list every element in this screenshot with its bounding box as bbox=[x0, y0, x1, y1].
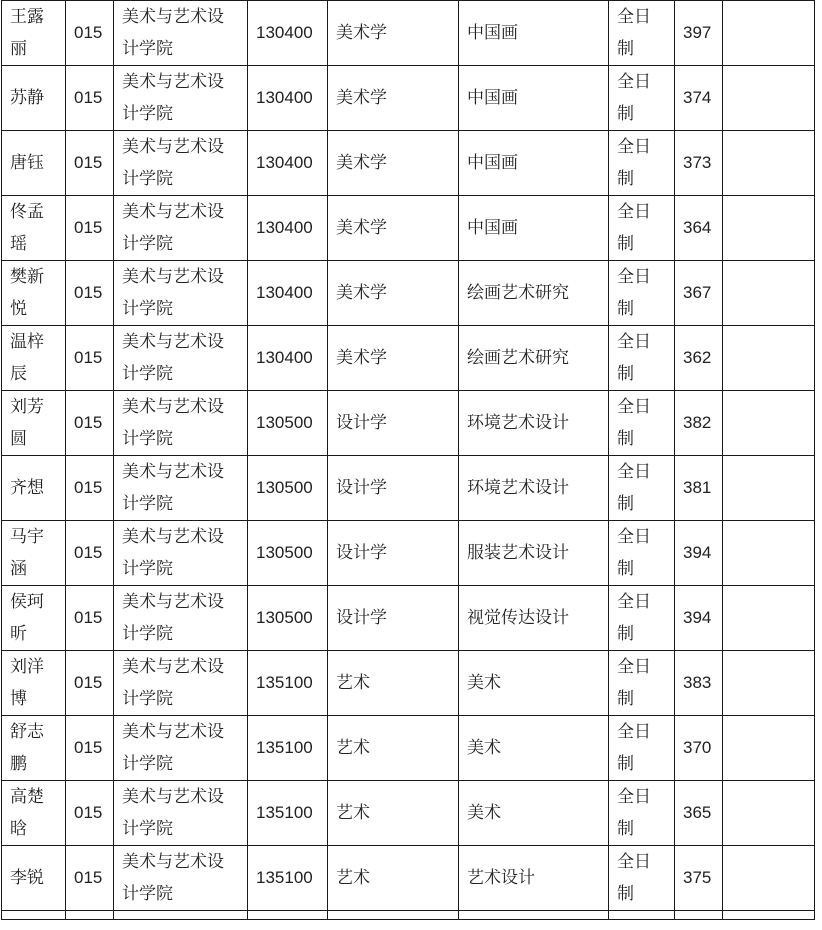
college-code-cell: 015 bbox=[66, 326, 114, 391]
score-cell: 394 bbox=[675, 521, 723, 586]
table-row bbox=[2, 66, 815, 131]
table-row bbox=[2, 716, 815, 781]
college-name-cell: 美术与艺术设计学院 bbox=[114, 196, 248, 261]
student-name-cell: 王露丽 bbox=[2, 1, 66, 66]
research-direction-cell: 美术 bbox=[459, 716, 609, 781]
student-name-cell: 刘芳圆 bbox=[2, 391, 66, 456]
table-row bbox=[2, 391, 815, 456]
research-direction-cell: 中国画 bbox=[459, 1, 609, 66]
research-direction-cell: 绘画艺术研究 bbox=[459, 326, 609, 391]
study-mode-cell: 全日制 bbox=[609, 66, 675, 131]
college-code-cell: 015 bbox=[66, 196, 114, 261]
major-name-cell: 美术学 bbox=[328, 66, 459, 131]
research-direction-cell: 中国画 bbox=[459, 131, 609, 196]
student-name-cell: 温梓辰 bbox=[2, 326, 66, 391]
table-row bbox=[2, 261, 815, 326]
college-code-cell: 015 bbox=[66, 1, 114, 66]
table-row bbox=[2, 651, 815, 716]
table-row bbox=[2, 196, 815, 261]
research-direction-cell: 环境艺术设计 bbox=[459, 391, 609, 456]
note-cell bbox=[723, 66, 815, 131]
major-name-cell: 设计学 bbox=[328, 521, 459, 586]
college-name-cell: 美术与艺术设计学院 bbox=[114, 131, 248, 196]
score-cell: 397 bbox=[675, 1, 723, 66]
major-name-cell: 美术学 bbox=[328, 1, 459, 66]
study-mode-cell: 全日制 bbox=[609, 456, 675, 521]
table-row bbox=[2, 521, 815, 586]
table-row-partial bbox=[2, 911, 815, 920]
note-cell bbox=[723, 391, 815, 456]
research-direction-cell-empty bbox=[459, 911, 609, 920]
note-cell bbox=[723, 846, 815, 911]
major-code-cell: 130400 bbox=[248, 66, 328, 131]
student-name-cell: 马宇涵 bbox=[2, 521, 66, 586]
college-name-cell: 美术与艺术设计学院 bbox=[114, 456, 248, 521]
note-cell bbox=[723, 456, 815, 521]
score-cell: 373 bbox=[675, 131, 723, 196]
student-name-cell: 苏静 bbox=[2, 66, 66, 131]
research-direction-cell: 美术 bbox=[459, 651, 609, 716]
study-mode-cell: 全日制 bbox=[609, 521, 675, 586]
college-name-cell: 美术与艺术设计学院 bbox=[114, 846, 248, 911]
research-direction-cell: 美术 bbox=[459, 781, 609, 846]
student-name-cell: 齐想 bbox=[2, 456, 66, 521]
study-mode-cell: 全日制 bbox=[609, 586, 675, 651]
note-cell bbox=[723, 131, 815, 196]
major-name-cell: 艺术 bbox=[328, 781, 459, 846]
score-cell: 364 bbox=[675, 196, 723, 261]
major-code-cell: 130400 bbox=[248, 261, 328, 326]
note-cell bbox=[723, 1, 815, 66]
score-cell: 375 bbox=[675, 846, 723, 911]
note-cell bbox=[723, 586, 815, 651]
research-direction-cell: 环境艺术设计 bbox=[459, 456, 609, 521]
college-code-cell: 015 bbox=[66, 66, 114, 131]
note-cell bbox=[723, 716, 815, 781]
score-cell: 381 bbox=[675, 456, 723, 521]
research-direction-cell: 中国画 bbox=[459, 196, 609, 261]
student-name-cell: 刘洋博 bbox=[2, 651, 66, 716]
note-cell bbox=[723, 781, 815, 846]
score-cell-empty bbox=[675, 911, 723, 920]
major-name-cell: 美术学 bbox=[328, 261, 459, 326]
study-mode-cell: 全日制 bbox=[609, 781, 675, 846]
research-direction-cell: 服装艺术设计 bbox=[459, 521, 609, 586]
admission-table bbox=[1, 0, 815, 920]
study-mode-cell: 全日制 bbox=[609, 131, 675, 196]
major-code-cell: 130400 bbox=[248, 196, 328, 261]
college-code-cell: 015 bbox=[66, 846, 114, 911]
college-name-cell: 美术与艺术设计学院 bbox=[114, 326, 248, 391]
major-name-cell-empty bbox=[328, 911, 459, 920]
college-code-cell: 015 bbox=[66, 456, 114, 521]
major-code-cell: 130500 bbox=[248, 456, 328, 521]
study-mode-cell: 全日制 bbox=[609, 716, 675, 781]
major-name-cell: 设计学 bbox=[328, 391, 459, 456]
score-cell: 374 bbox=[675, 66, 723, 131]
table-row bbox=[2, 131, 815, 196]
table-row bbox=[2, 456, 815, 521]
major-code-cell: 135100 bbox=[248, 846, 328, 911]
table-row bbox=[2, 586, 815, 651]
research-direction-cell: 中国画 bbox=[459, 66, 609, 131]
college-name-cell: 美术与艺术设计学院 bbox=[114, 716, 248, 781]
college-code-cell-empty bbox=[66, 911, 114, 920]
student-name-cell: 侯珂昕 bbox=[2, 586, 66, 651]
table-body bbox=[2, 1, 815, 920]
note-cell-empty bbox=[723, 911, 815, 920]
table-row bbox=[2, 781, 815, 846]
college-name-cell: 美术与艺术设计学院 bbox=[114, 66, 248, 131]
major-code-cell: 135100 bbox=[248, 651, 328, 716]
student-name-cell: 舒志鹏 bbox=[2, 716, 66, 781]
major-code-cell: 130400 bbox=[248, 326, 328, 391]
student-name-cell-empty bbox=[2, 911, 66, 920]
score-cell: 367 bbox=[675, 261, 723, 326]
score-cell: 370 bbox=[675, 716, 723, 781]
study-mode-cell: 全日制 bbox=[609, 1, 675, 66]
study-mode-cell: 全日制 bbox=[609, 326, 675, 391]
table-row bbox=[2, 326, 815, 391]
major-name-cell: 美术学 bbox=[328, 326, 459, 391]
student-name-cell: 高楚晗 bbox=[2, 781, 66, 846]
college-name-cell: 美术与艺术设计学院 bbox=[114, 261, 248, 326]
note-cell bbox=[723, 326, 815, 391]
study-mode-cell-empty bbox=[609, 911, 675, 920]
major-name-cell: 艺术 bbox=[328, 846, 459, 911]
college-code-cell: 015 bbox=[66, 391, 114, 456]
major-code-cell: 135100 bbox=[248, 781, 328, 846]
study-mode-cell: 全日制 bbox=[609, 651, 675, 716]
score-cell: 394 bbox=[675, 586, 723, 651]
study-mode-cell: 全日制 bbox=[609, 196, 675, 261]
study-mode-cell: 全日制 bbox=[609, 391, 675, 456]
study-mode-cell: 全日制 bbox=[609, 261, 675, 326]
note-cell bbox=[723, 196, 815, 261]
college-name-cell: 美术与艺术设计学院 bbox=[114, 521, 248, 586]
college-name-cell: 美术与艺术设计学院 bbox=[114, 391, 248, 456]
study-mode-cell: 全日制 bbox=[609, 846, 675, 911]
college-name-cell: 美术与艺术设计学院 bbox=[114, 651, 248, 716]
score-cell: 383 bbox=[675, 651, 723, 716]
college-code-cell: 015 bbox=[66, 651, 114, 716]
college-name-cell: 美术与艺术设计学院 bbox=[114, 1, 248, 66]
college-code-cell: 015 bbox=[66, 586, 114, 651]
major-code-cell: 130500 bbox=[248, 391, 328, 456]
college-code-cell: 015 bbox=[66, 521, 114, 586]
score-cell: 362 bbox=[675, 326, 723, 391]
major-code-cell: 130500 bbox=[248, 521, 328, 586]
major-code-cell: 130400 bbox=[248, 1, 328, 66]
college-code-cell: 015 bbox=[66, 261, 114, 326]
note-cell bbox=[723, 261, 815, 326]
major-name-cell: 设计学 bbox=[328, 586, 459, 651]
research-direction-cell: 视觉传达设计 bbox=[459, 586, 609, 651]
score-cell: 382 bbox=[675, 391, 723, 456]
major-name-cell: 艺术 bbox=[328, 651, 459, 716]
research-direction-cell: 艺术设计 bbox=[459, 846, 609, 911]
major-code-cell: 130400 bbox=[248, 131, 328, 196]
college-name-cell-empty bbox=[114, 911, 248, 920]
major-name-cell: 设计学 bbox=[328, 456, 459, 521]
college-name-cell: 美术与艺术设计学院 bbox=[114, 781, 248, 846]
student-name-cell: 李锐 bbox=[2, 846, 66, 911]
major-code-cell: 135100 bbox=[248, 716, 328, 781]
college-code-cell: 015 bbox=[66, 716, 114, 781]
table-row bbox=[2, 1, 815, 66]
college-name-cell: 美术与艺术设计学院 bbox=[114, 586, 248, 651]
major-code-cell-empty bbox=[248, 911, 328, 920]
major-name-cell: 美术学 bbox=[328, 131, 459, 196]
major-code-cell: 130500 bbox=[248, 586, 328, 651]
score-cell: 365 bbox=[675, 781, 723, 846]
major-name-cell: 美术学 bbox=[328, 196, 459, 261]
student-name-cell: 樊新悦 bbox=[2, 261, 66, 326]
student-name-cell: 佟孟瑶 bbox=[2, 196, 66, 261]
note-cell bbox=[723, 651, 815, 716]
college-code-cell: 015 bbox=[66, 131, 114, 196]
college-code-cell: 015 bbox=[66, 781, 114, 846]
research-direction-cell: 绘画艺术研究 bbox=[459, 261, 609, 326]
note-cell bbox=[723, 521, 815, 586]
major-name-cell: 艺术 bbox=[328, 716, 459, 781]
student-name-cell: 唐钰 bbox=[2, 131, 66, 196]
table-row bbox=[2, 846, 815, 911]
